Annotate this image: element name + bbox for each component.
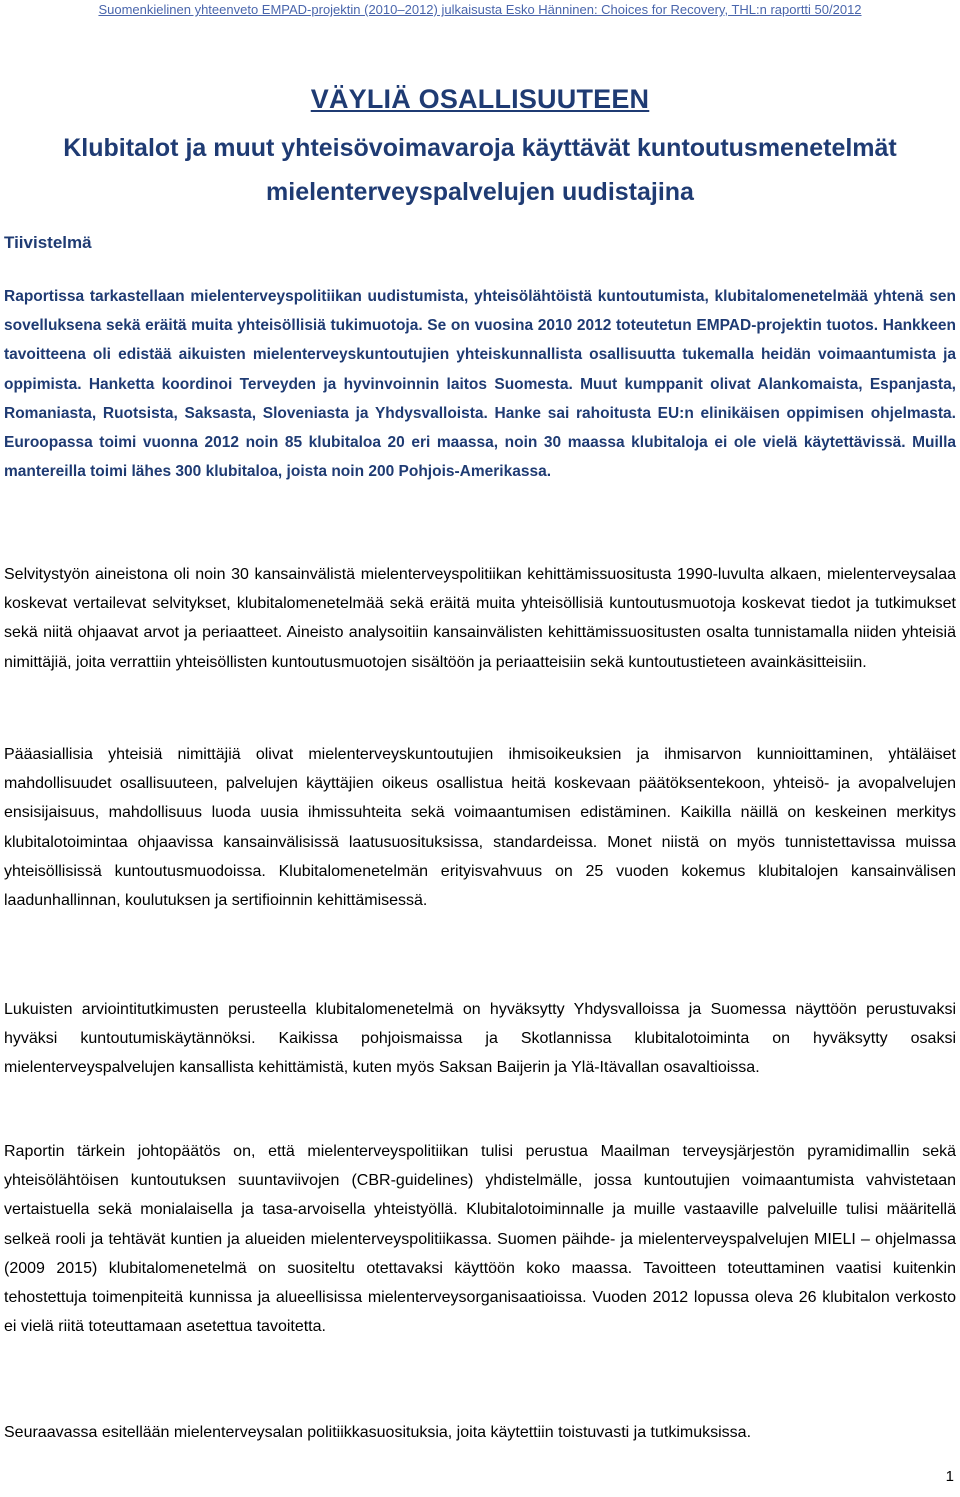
body-paragraph-5: Seuraavassa esitellään mielenterveysalan politiikkasuosituksia, joita käytettiin toistuvasti ja tutkimuksissa.: [4, 1424, 752, 1441]
subtitle-line-1: Klubitalot ja muut yhteisövoimavaroja käyttävät kuntoutusmenetelmät: [63, 134, 897, 162]
document-subtitle: [0, 126, 960, 214]
body-paragraph-3: Lukuisten arviointitutkimusten perusteella klubitalomenetelmä on hyväksytty Yhdysvalloissa ja Suomessa näyttöön perustuvaksi hyväksi kuntoutumiskäytännöksi. Kaikissa pohjoismaissa ja Skotlannissa klubitalotoiminta on hyväksytty osaksi mielenterveyspalvelujen kansallista kehittämistä, kuten myös Saksan Baijerin ja Ylä-Itävallan osavaltioissa.: [4, 1001, 956, 1077]
section-heading: Tiivistelmä: [4, 233, 92, 252]
body-paragraph-1: Selvitystyön aineistona oli noin 30 kansainvälistä mielenterveyspolitiikan kehittämissuositusta 1990-luvulta alkaen, mielenterveysalaa koskevat vertailevat selvitykset, klubitalomenetelmää sekä eräitä muita yhteisöllisiä kuntoutusmuotoja koskevat tiedot ja tutkimukset sekä niitä ohjaavat arvot ja periaatteet. Aineisto analysoitiin kansainvälisten kehittämissuositusten osalta tunnistamalla niiden yhteisiä nimittäjiä, joita verrattiin yhteisöllisten kuntoutusmuotojen sisältöön ja periaatteisiin sekä kuntoutustieteen avainkäsitteisiin.: [4, 566, 956, 671]
running-header: Suomenkielinen yhteenveto EMPAD-projektin (2010–2012) julkaisusta Esko Hänninen: Choices for Recovery, THL:n raportti 50/2012: [98, 2, 862, 17]
subtitle-line-2: mielenterveyspalvelujen uudistajina: [266, 178, 694, 206]
body-paragraph-2: Pääasiallisia yhteisiä nimittäjiä olivat mielenterveyskuntoutujien ihmisoikeuksien ja ihmisarvon kunnioittaminen, yhtäläiset mahdollisuudet osallisuuteen, palvelujen käyttäjien oikeus osallistua heitä koskevaan päätöksentekoon, yhteisö- ja avopalvelujen ensisijaisuus, mahdollisuus luoda uusia ihmissuhteita sekä voimaantumisen edistäminen. Kaikilla näillä on keskeinen merkitys klubitalotoimintaa ohjaavissa kansainvälisissä laatusuosituksissa, standardeissa. Monet niistä on myös tunnistettavissa muissa yhteisöllisissä kuntoutusmuodoissa. Klubitalomenetelmän erityisvahvuus on 25 vuoden kokemus klubitalojen kansainvälisen laadunhallinnan, koulutuksen ja sertifioinnin kehittämisessä.: [4, 746, 956, 910]
body-paragraph-4: Raportin tärkein johtopäätös on, että mielenterveyspolitiikan tulisi perustua Maailman terveysjärjestön pyramidimallin sekä yhteisölähtöisen kuntoutuksen suuntaviivojen (CBR-guidelines) yhdistelmälle, jossa kuntoutujien voimaantumista vahvistetaan vertaistuella sekä monialaisella ja tasa-arvoisella yhteistyöllä. Klubitalotoiminnalle ja muille vastaaville palveluille tulisi määritellä selkeä rooli ja tehtävät kuntien ja alueiden mielenterveyspolitiikassa. Suomen päihde- ja mielenterveyspalvelujen MIELI – ohjelmassa (2009 2015) klubitalomenetelmä on suositeltu otettavaksi käyttöön koko maassa. Tavoitteen toteuttaminen vaatisi kuitenkin tehostettuja toimenpiteitä kunnissa ja alueellisissa mielenterveysorganisaatioissa. Vuoden 2012 lopussa oleva 26 klubitalon verkosto ei vielä riitä toteuttamaan asetettua tavoitetta.: [4, 1143, 956, 1336]
page-number: 1: [945, 1468, 954, 1485]
summary-paragraph: Raportissa tarkastellaan mielenterveyspolitiikan uudistumista, yhteisölähtöistä kuntoutumista, klubitalomenetelmää yhtenä sen sovelluksena sekä eräitä muita yhteisöllisiä tukimuotoja. Se on vuosina 2010 2012 toteutetun EMPAD-projektin tuotos. Hankkeen tavoitteena oli edistää aikuisten mielenterveyskuntoutujien yhteiskunnallista osallisuutta tukemalla heidän voimaantumista ja oppimista. Hanketta koordinoi Terveyden ja hyvinvoinnin laitos Suomesta. Muut kumppanit olivat Alankomaista, Espanjasta, Romaniasta, Ruotsista, Saksasta, Sloveniasta ja Yhdysvalloista. Hanke sai rahoitusta EU:n elinikäisen oppimisen ohjelmasta. Euroopassa toimi vuonna 2012 noin 85 klubitaloa 20 eri maassa, noin 30 maassa klubitaloja ei ole vielä käytettävissä. Muilla mantereilla toimi lähes 300 klubitaloa, joista noin 200 Pohjois-Amerikassa.: [4, 288, 956, 481]
document-title: VÄYLIÄ OSALLISUUTEEN: [310, 84, 650, 114]
